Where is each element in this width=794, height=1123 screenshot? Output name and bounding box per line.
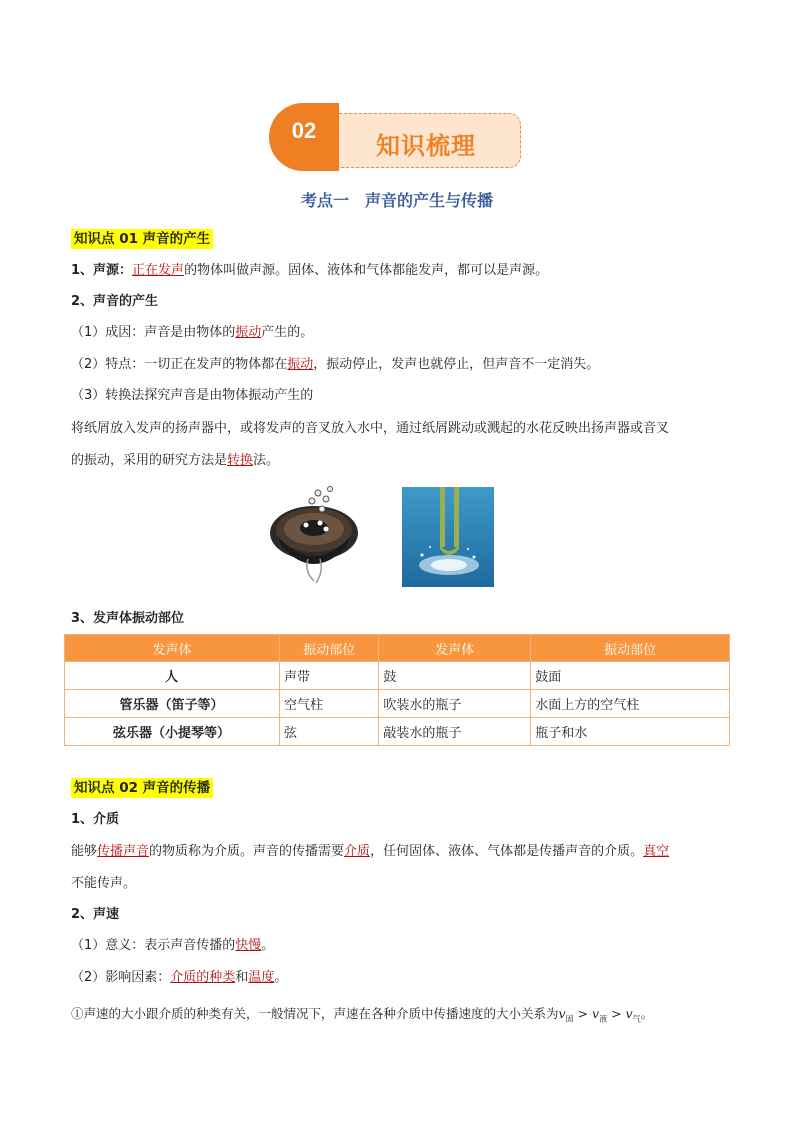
speed-meaning-line: （1）意义：表示声音传播的快慢。 — [71, 938, 275, 953]
conversion-method-line: （3）转换法探究声音是由物体振动产生的 — [71, 388, 314, 403]
table-row — [65, 690, 730, 718]
sound-speed-heading: 2、声速 — [71, 907, 120, 922]
knowledge-point-1-title: 知识点 01 声音的产生 — [71, 229, 213, 249]
section-title: 考点一 声音的产生与传播 — [300, 191, 493, 210]
header-number: 02 — [291, 118, 317, 143]
table-header: 发声体 — [379, 635, 531, 662]
table-cell: 人 — [65, 662, 280, 690]
table-cell: 弦乐器（小提琴等） — [65, 718, 280, 746]
table-cell: 弦 — [280, 718, 379, 746]
table-cell: 空气柱 — [280, 690, 379, 718]
experiment-description-line: 将纸屑放入发声的扬声器中，或将发声的音叉放入水中，通过纸屑跳动或溅起的水花反映出扬声器或音叉 — [71, 421, 670, 436]
table-cell: 敲装水的瓶子 — [379, 718, 531, 746]
header-title: 知识梳理 — [376, 132, 476, 160]
table-header: 振动部位 — [280, 635, 379, 662]
speaker-illustration — [268, 485, 360, 585]
table-header: 振动部位 — [531, 635, 730, 662]
feature-line: （2）特点：一切正在发声的物体都在振动，振动停止，发声也就停止，但声音不一定消失。 — [71, 357, 600, 372]
tuning-fork-water-illustration — [402, 487, 494, 587]
speed-factors-line: （2）影响因素：介质的种类和温度。 — [71, 970, 288, 985]
table-cell: 鼓面 — [531, 662, 730, 690]
table-cell: 瓶子和水 — [531, 718, 730, 746]
table-cell: 水面上方的空气柱 — [531, 690, 730, 718]
speed-relation-line: ①声速的大小跟介质的种类有关，一般情况下，声速在各种介质中传播速度的大小关系为$v_固 > v_液 > v_气$。 — [71, 1006, 654, 1024]
sound-production-heading: 2、声音的产生 — [71, 294, 159, 309]
table-header-row — [65, 635, 730, 662]
table-row — [65, 718, 730, 746]
vibration-table — [64, 634, 730, 746]
knowledge-point-2-title: 知识点 02 声音的传播 — [71, 778, 213, 798]
table-cell: 吹装水的瓶子 — [379, 690, 531, 718]
table-cell: 鼓 — [379, 662, 531, 690]
medium-heading: 1、介质 — [71, 812, 120, 827]
table-cell: 声带 — [280, 662, 379, 690]
vacuum-line: 不能传声。 — [71, 876, 137, 891]
cause-line: （1）成因：声音是由物体的振动产生的。 — [71, 325, 314, 340]
table-row — [65, 662, 730, 690]
sound-source-line: 1、声源：正在发声的物体叫做声源。固体、液体和气体都能发声，都可以是声源。 — [71, 263, 549, 278]
table-cell: 管乐器（笛子等） — [65, 690, 280, 718]
vibration-part-heading: 3、发声体振动部位 — [71, 611, 185, 626]
medium-definition-line: 能够传播声音的物质称为介质。声音的传播需要介质，任何固体、液体、气体都是传播声音的介质。真空 — [71, 844, 670, 859]
method-line: 的振动，采用的研究方法是转换法。 — [71, 453, 280, 468]
table-header: 发声体 — [65, 635, 280, 662]
